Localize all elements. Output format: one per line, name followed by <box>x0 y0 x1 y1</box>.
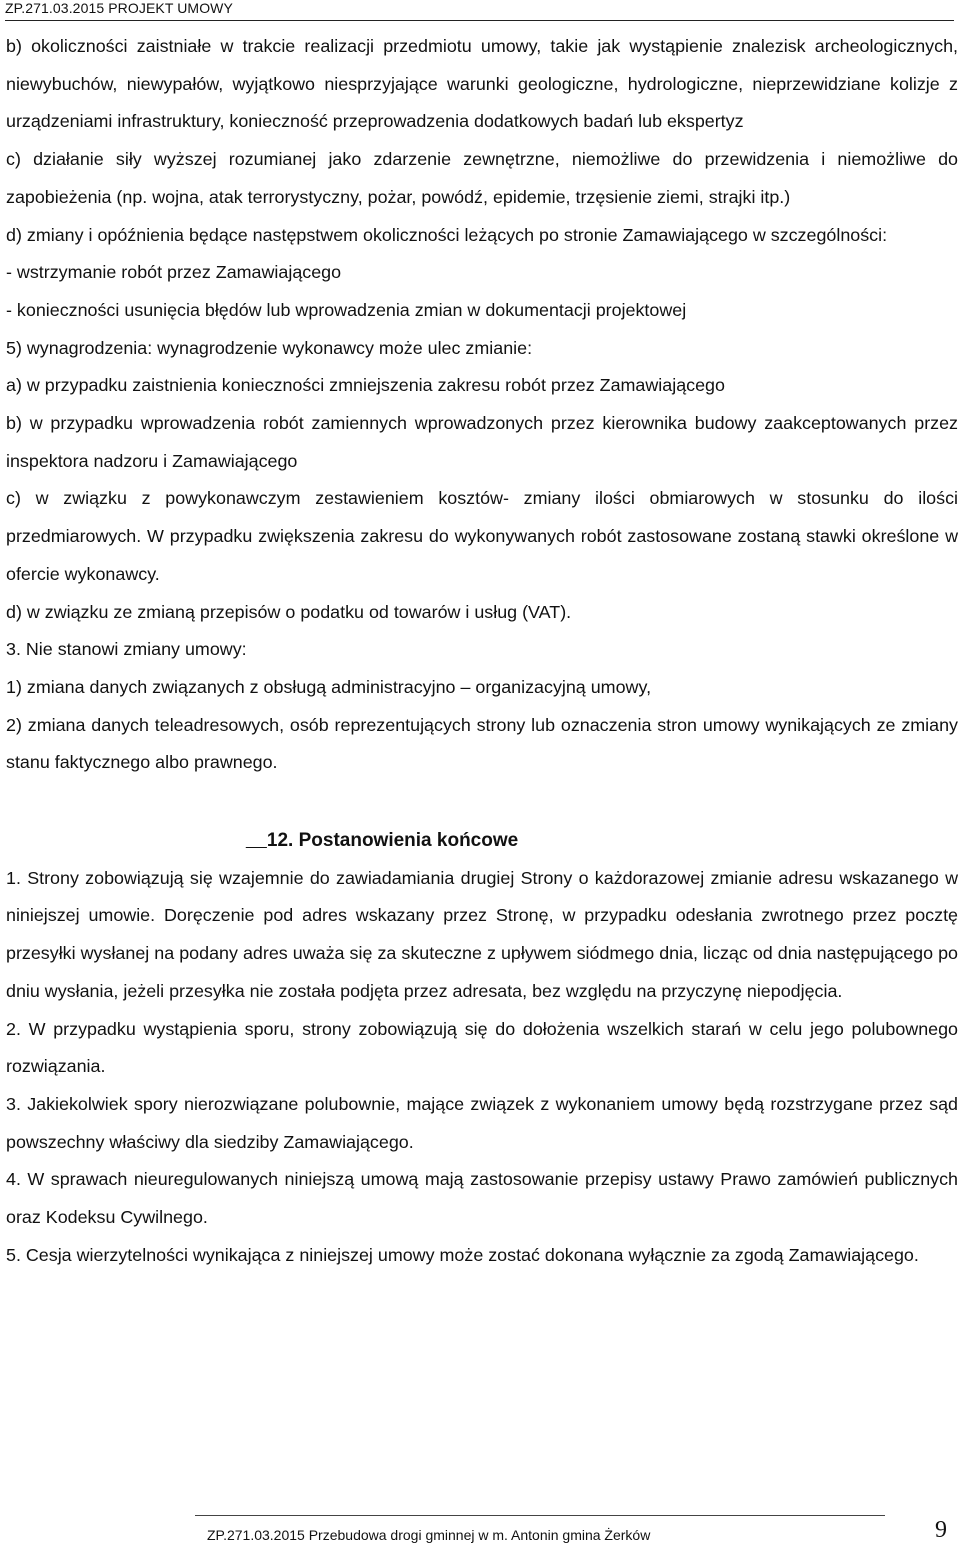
paragraph-1-admin-data: 1) zmiana danych związanych z obsługą administracyjno – organizacyjną umowy, <box>6 676 652 697</box>
paragraph-2-contact-data: 2) zmiana danych teleadresowych, osób reprezentujących strony lub oznaczenia stron umowy wynikających ze zmiany stanu faktycznego albo prawnego. <box>6 714 958 773</box>
final-paragraph-1: 1. Strony zobowiązują się wzajemnie do zawiadamiania drugiej Strony o każdorazowej zmianie adresu wskazanego w niniejszej umowie. Doręczenie pod adres wskazany przez Stronę, w przypadku odesłania zwrotnego przez pocztę przesyłki wysłanej na podany adres uważa się za skuteczne z upływem siódmego dnia, licząc od dnia następującego po dniu wysłania, jeżeli przesyłka nie została podjęta przez adresata, bez względu na przyczynę niepodjęcia. <box>6 867 958 1001</box>
paragraph-documentation-errors: - konieczności usunięcia błędów lub wprowadzenia zmian w dokumentacji projektowej <box>6 299 687 320</box>
heading-text: 12. Postanowienia końcowe <box>266 830 519 852</box>
paragraph-c-post-completion: c) w związku z powykonawczym zestawieniem kosztów- zmiany ilości obmiarowych w stosunku do ilości przedmiarowych. W przypadku zwiększenia zakresu do wykonywanych robót zastosowane zostaną stawki określone w ofercie wykonawcy. <box>6 488 958 584</box>
paragraph-b-substitute-works: b) w przypadku wprowadzenia robót zamiennych wprowadzonych przez kierownika budowy zaakceptowanych przez inspektora nadzoru i Zamawiającego <box>6 413 958 471</box>
section-spacer <box>6 782 958 822</box>
paragraph-d-changes-delays: d) zmiany i opóźnienia będące następstwem okoliczności leżących po stronie Zamawiającego w szczególności: <box>6 224 888 245</box>
paragraph-remuneration: 5) wynagrodzenia: wynagrodzenie wykonawcy może ulec zmianie: <box>6 337 533 358</box>
paragraph-d-vat: d) w związku ze zmianą przepisów o podatku od towarów i usług (VAT). <box>6 601 572 622</box>
final-paragraph-4: 4. W sprawach nieuregulowanych niniejszą umową mają zastosowanie przepisy ustawy Prawo zamówień publicznych oraz Kodeksu Cywilnego. <box>6 1169 958 1228</box>
header-divider <box>5 20 954 21</box>
document-body <box>6 28 958 1275</box>
footer-divider <box>195 1515 885 1516</box>
paragraph-a-scope-reduction: a) w przypadku zaistnienia konieczności zmniejszenia zakresu robót przez Zamawiającego <box>6 375 725 396</box>
final-paragraph-2: 2. W przypadku wystąpienia sporu, strony zobowiązują się do dołożenia wszelkich starań w celu jego polubownego rozwiązania. <box>6 1018 958 1077</box>
paragraph-b-circumstances: b) okoliczności zaistniałe w trakcie realizacji przedmiotu umowy, takie jak wystąpienie znalezisk archeologicznych, niewybuchów, niewypałów, wyjątkowo niesprzyjające warunki geologiczne, hydrologiczne, nieprzewidziane kolizje z urządzeniami infrastruktury, konieczność przeprowadzenia dodatkowych badań lub ekspertyz <box>6 36 958 132</box>
paragraph-work-suspension: - wstrzymanie robót przez Zamawiającego <box>6 262 342 283</box>
paragraph-c-force-majeure: c) działanie siły wyższej rozumianej jako zdarzenie zewnętrzne, niemożliwe do przewidzenia i niemożliwe do zapobieżenia (np. wojna, atak terrorystyczny, pożar, powódź, epidemie, trzęsienie ziemi, strajki itp.) <box>6 149 958 207</box>
final-paragraph-5: 5. Cesja wierzytelności wynikająca z niniejszej umowy może zostać dokonana wyłącznie za zgodą Zamawiającego. <box>6 1244 919 1265</box>
final-paragraph-3: 3. Jakiekolwiek spory nierozwiązane polubownie, mające związek z wykonaniem umowy będą rozstrzygane przez sąd powszechny właściwy dla siedziby Zamawiającego. <box>6 1093 958 1152</box>
heading-underlined-gap <box>246 830 267 851</box>
page-header: ZP.271.03.2015 PROJEKT UMOWY <box>5 0 233 16</box>
footer-text: ZP.271.03.2015 Przebudowa drogi gminnej w m. Antonin gmina Żerków <box>207 1527 651 1543</box>
page-number: 9 <box>935 1517 947 1543</box>
paragraph-3-no-change: 3. Nie stanowi zmiany umowy: <box>6 639 247 660</box>
section-heading <box>6 822 958 860</box>
